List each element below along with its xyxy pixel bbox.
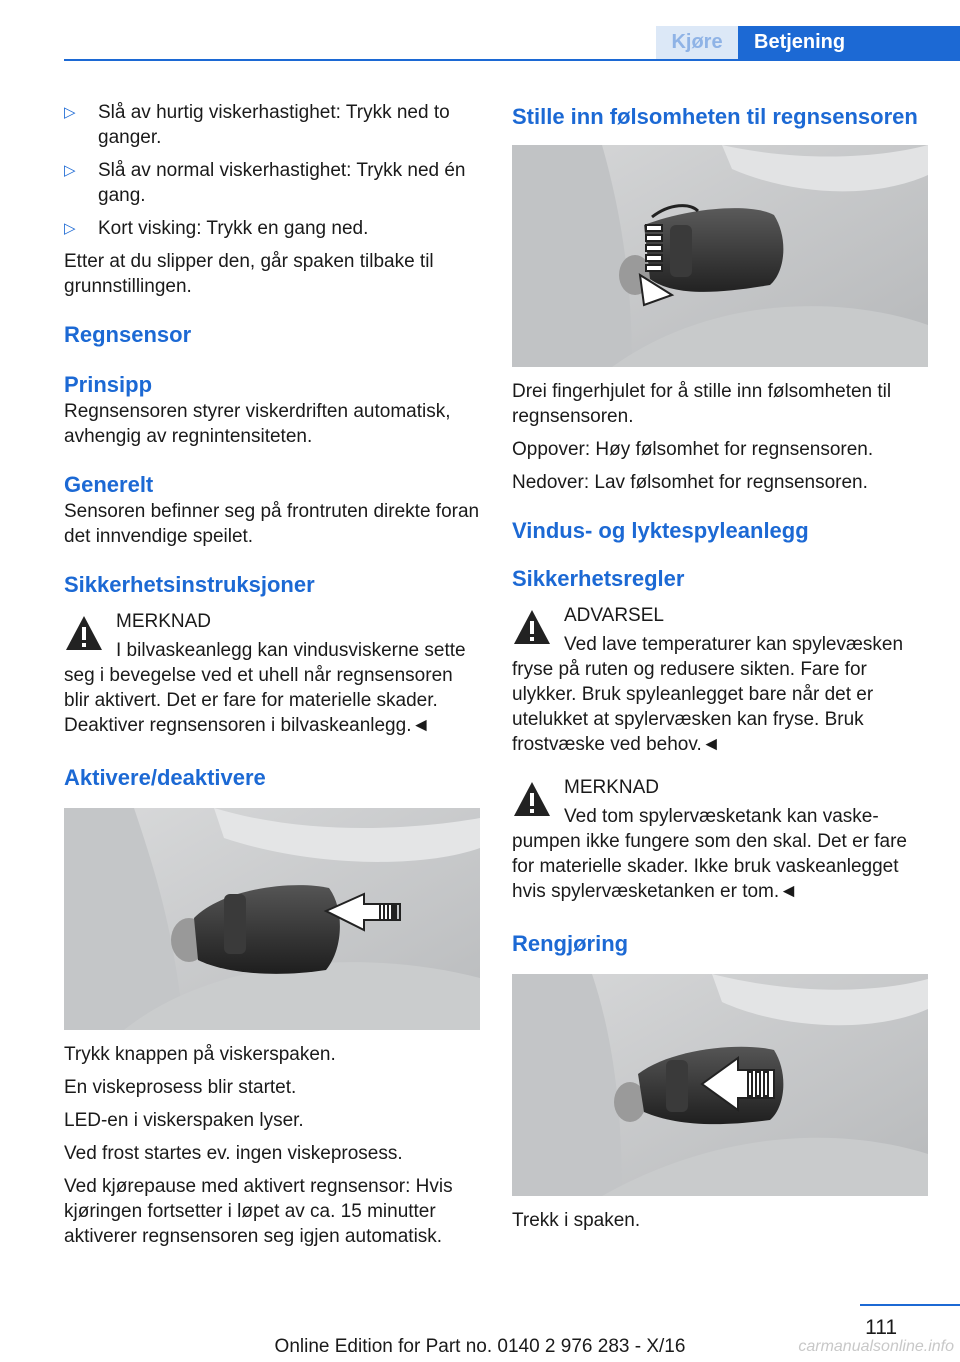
warning-title: MERKNAD bbox=[564, 777, 660, 798]
paragraph: Ved kjørepause med aktivert regnsensor: Hvis kjøringen fortsetter i løpet av ca. 15 minutter aktiverer regnsensoren seg igjen automatisk. bbox=[64, 1176, 453, 1247]
paragraph: Ved frost startes ev. ingen viskeprosess. bbox=[64, 1143, 403, 1164]
triangle-bullet-icon: ▷ bbox=[64, 162, 76, 179]
warning-text: pumpen ikke fungere som den skal. Det er fare for materielle skader. Ikke bruk vaskeanlegget hvis spylervæsketanken er tom.◄ bbox=[512, 831, 907, 902]
heading-rengjoring: Rengjøring bbox=[512, 931, 629, 956]
figure-wiper-stalk-press bbox=[64, 808, 480, 1030]
bullet-text: Slå av hurtig viskerhastighet: Trykk ned to ganger. bbox=[98, 102, 450, 148]
warning-triangle-icon bbox=[64, 613, 104, 653]
triangle-bullet-icon: ▷ bbox=[64, 104, 76, 121]
header-tab-chapter[interactable]: Betjening bbox=[738, 26, 960, 61]
warning-first-line: Ved lave temperaturer kan spylevæsken bbox=[564, 634, 904, 655]
heading-regnsensor: Regnsensor bbox=[64, 322, 192, 347]
paragraph: Sensoren befinner seg på frontruten direkte foran det innvendige speilet. bbox=[64, 501, 480, 547]
pull-stalk-illustration bbox=[512, 974, 928, 1196]
list-item bbox=[64, 158, 480, 208]
list-item bbox=[64, 100, 480, 150]
warning-text: fryse på ruten og redusere sikten. Fare for ulykker. Bruk spyleanlegget bare når det er utelukket at spylervæsken kan fryse. Bruk frostvæske ved behov.◄ bbox=[512, 659, 874, 755]
heading-vindus-lyktespyleanlegg: Vindus- og lyktespyleanlegg bbox=[512, 518, 809, 543]
warning-title: ADVARSEL bbox=[564, 605, 664, 626]
wiper-stalk-illustration bbox=[64, 808, 480, 1030]
heading-sikkerhetsinstruksjoner: Sikkerhetsinstruksjoner bbox=[64, 572, 315, 597]
paragraph: Drei fingerhjulet for å stille inn følsomheten til regnsensoren. bbox=[512, 381, 892, 427]
header-tab-section[interactable]: Kjøre bbox=[656, 26, 738, 59]
right-column bbox=[512, 104, 928, 1241]
bullet-text: Slå av normal viskerhastighet: Trykk ned én gang. bbox=[98, 160, 466, 206]
warning-box bbox=[512, 603, 928, 757]
figure-thumbwheel bbox=[512, 145, 928, 367]
header-rule bbox=[64, 59, 960, 61]
warning-box bbox=[64, 609, 480, 738]
heading-stille-inn: Stille inn følsomheten til regnsensoren bbox=[512, 104, 918, 129]
page-number: 111 bbox=[865, 1316, 897, 1339]
warning-text: seg i bevegelse ved et uhell når regnsensoren blir aktivert. Det er fare for materielle skader. Deaktiver regnsensoren i bilvaskeanlegg.◄ bbox=[64, 665, 453, 736]
figure-pull-stalk bbox=[512, 974, 928, 1196]
warning-box bbox=[512, 775, 928, 904]
footer-rule bbox=[860, 1304, 960, 1306]
heading-aktivere: Aktivere/deaktivere bbox=[64, 765, 266, 790]
warning-triangle-icon bbox=[512, 779, 552, 819]
heading-generelt: Generelt bbox=[64, 472, 154, 497]
footer-edition: Online Edition for Part no. 0140 2 976 283 - X/16 bbox=[274, 1336, 686, 1357]
heading-prinsipp: Prinsipp bbox=[64, 372, 153, 397]
triangle-bullet-icon: ▷ bbox=[64, 220, 76, 237]
warning-triangle-icon bbox=[512, 607, 552, 647]
paragraph: Oppover: Høy følsomhet for regnsensoren. bbox=[512, 439, 874, 460]
left-column bbox=[64, 100, 480, 1257]
list-item bbox=[64, 216, 480, 241]
paragraph: Trekk i spaken. bbox=[512, 1210, 641, 1231]
warning-title: MERKNAD bbox=[116, 611, 212, 632]
warning-first-line: Ved tom spylervæsketank kan vaske- bbox=[564, 806, 879, 827]
warning-first-line: I bilvaskeanlegg kan vindusviskerne sette bbox=[116, 640, 466, 661]
paragraph: LED-en i viskerspaken lyser. bbox=[64, 1110, 304, 1131]
paragraph: En viskeprosess blir startet. bbox=[64, 1077, 297, 1098]
heading-sikkerhetsregler: Sikkerhetsregler bbox=[512, 566, 685, 591]
paragraph: Trykk knappen på viskerspaken. bbox=[64, 1044, 336, 1065]
paragraph: Nedover: Lav følsomhet for regnsensoren. bbox=[512, 472, 868, 493]
paragraph: Etter at du slipper den, går spaken tilbake til grunnstillingen. bbox=[64, 251, 434, 297]
paragraph: Regnsensoren styrer viskerdriften automatisk, avhengig av regnintensiteten. bbox=[64, 401, 451, 447]
thumbwheel-illustration bbox=[512, 145, 928, 367]
bullet-text: Kort visking: Trykk en gang ned. bbox=[98, 218, 369, 239]
watermark: carmanualsonline.info bbox=[798, 1338, 954, 1355]
